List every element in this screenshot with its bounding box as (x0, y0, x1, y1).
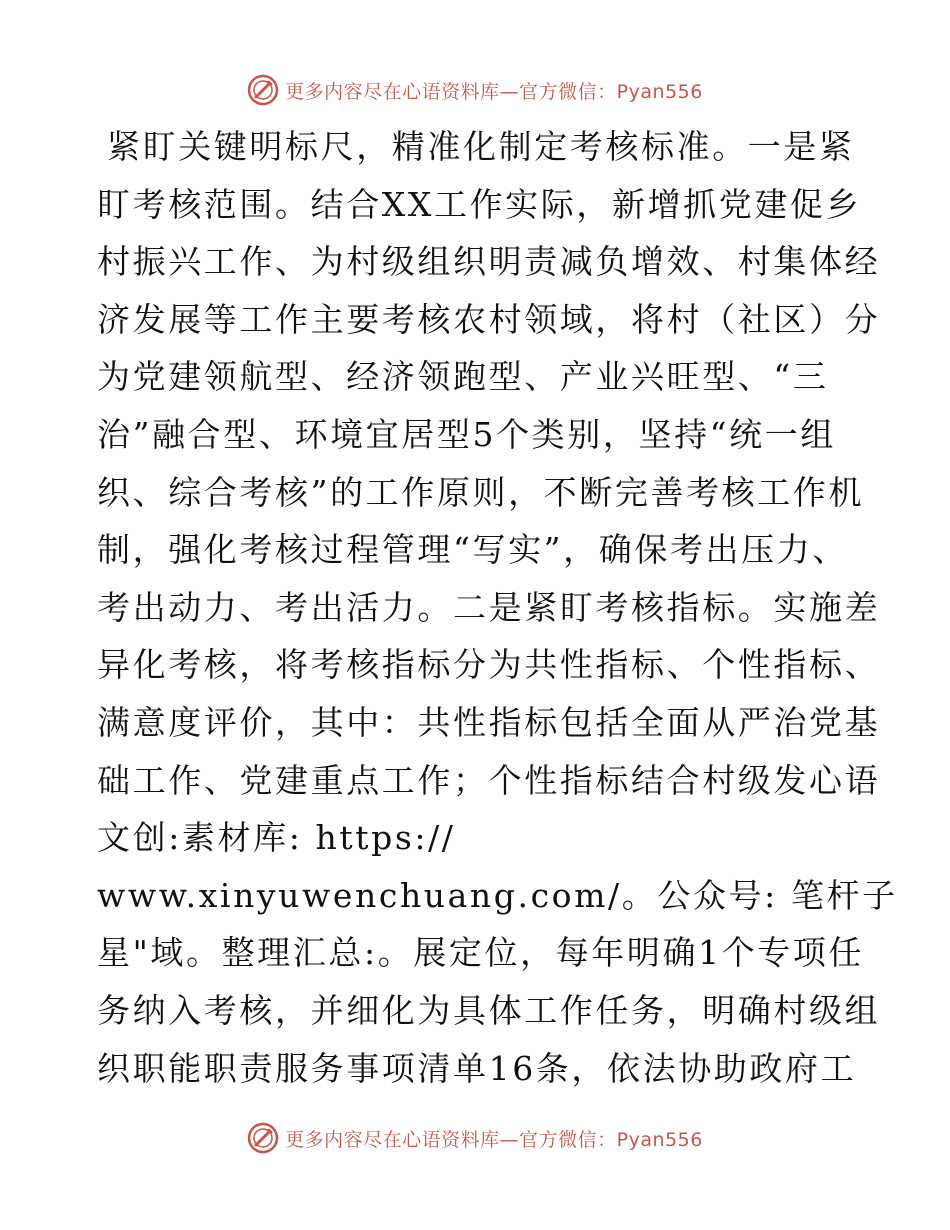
body-line: 织职能职责服务事项清单16条，依法协助政府工 (97, 1048, 857, 1088)
body-line: 治”融合型、环境宜居型5个类别，坚持“统一组 (97, 414, 836, 454)
body-line: 村振兴工作、为村级组织明责减负增效、村集体经 (97, 242, 881, 282)
body-line: 济发展等工作主要考核农村领域，将村（社区）分 (97, 299, 881, 339)
footer-watermark (0, 1118, 950, 1158)
body-line: 异化考核，将考核指标分为共性指标、个性指标、 (97, 645, 881, 685)
header-watermark (0, 70, 950, 110)
watermark-text: 更多内容尽在心语资料库—官方微信：Pyan556 (285, 1128, 703, 1151)
body-line: 满意度评价，其中：共性指标包括全面从严治党基 (97, 702, 881, 742)
body-line: 星"域。整理汇总:。展定位，每年明确1个专项任 (97, 933, 865, 973)
document-body (97, 118, 898, 1097)
body-line: 织、综合考核”的工作原则，不断完善考核工作机 (97, 472, 865, 512)
body-line: 础工作、党建重点工作；个性指标结合村级发心语 (97, 760, 881, 800)
body-line: 制，强化考核过程管理“写实”，确保考出压力、 (97, 530, 848, 570)
body-line: 务纳入考核，并细化为具体工作任务，明确村级组 (97, 990, 881, 1030)
body-line: 文创:素材库: https:// (97, 818, 456, 858)
watermark-text: 更多内容尽在心语资料库—官方微信：Pyan556 (285, 80, 703, 103)
seal-logo-icon (247, 1122, 279, 1154)
body-line: 盯考核范围。结合XX工作实际，新增抓党建促乡 (97, 184, 862, 224)
body-line: www.xinyuwenchuang.com/。公众号: 笔杆子 (97, 875, 898, 915)
seal-logo-icon (247, 74, 279, 106)
body-line: 考出动力、考出活力。二是紧盯考核指标。实施差 (97, 587, 881, 627)
body-line: 为党建领航型、经济领跑型、产业兴旺型、“三 (97, 357, 829, 397)
body-line: 紧盯关键明标尺，精准化制定考核标准。一是紧 (107, 127, 855, 166)
